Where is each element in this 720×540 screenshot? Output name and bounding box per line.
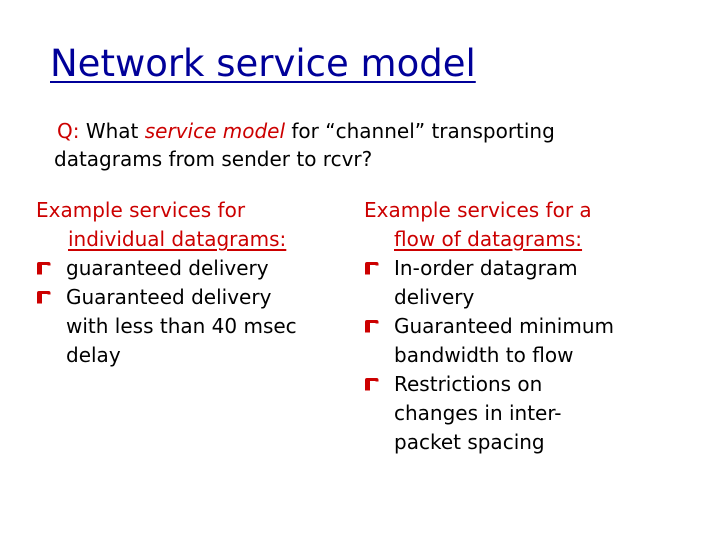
right-column <box>364 196 664 457</box>
right-bullet-list <box>364 254 664 457</box>
right-heading-line-1: Example services for a <box>364 198 592 222</box>
left-item-1-line-1: guaranteed delivery <box>66 256 269 280</box>
left-heading-line-2: individual datagrams: <box>68 227 287 251</box>
left-column-heading <box>36 196 336 254</box>
r-bullet-icon <box>36 261 51 276</box>
right-item-3-line-1: Restrictions on <box>394 372 543 396</box>
left-bullet-list <box>36 254 336 370</box>
right-column-heading <box>364 196 664 254</box>
r-bullet-icon <box>364 377 379 392</box>
right-item-3-line-3: packet spacing <box>394 430 545 454</box>
question-line-2: datagrams from sender to rcvr? <box>54 147 373 171</box>
right-heading-line-2: flow of datagrams: <box>394 227 583 251</box>
question-text <box>54 117 694 173</box>
left-column <box>36 196 336 370</box>
right-item-2-line-2: bandwidth to flow <box>394 343 574 367</box>
left-heading-line-1: Example services for <box>36 198 246 222</box>
list-item <box>364 254 664 312</box>
r-bullet-icon <box>36 290 51 305</box>
question-emphasis: service model <box>144 119 286 143</box>
left-item-2-line-2: with less than 40 msec <box>66 314 297 338</box>
right-item-2-line-1: Guaranteed minimum <box>394 314 614 338</box>
list-item <box>36 254 336 283</box>
left-item-2-line-3: delay <box>66 343 121 367</box>
list-item <box>364 312 664 370</box>
question-text-b: for “channel” transporting <box>285 119 555 143</box>
right-item-1-line-1: In-order datagram <box>394 256 578 280</box>
question-line-1 <box>54 117 694 145</box>
right-item-3-line-2: changes in inter- <box>394 401 562 425</box>
slide-title: Network service model <box>50 42 476 85</box>
list-item <box>364 370 664 457</box>
left-item-2-line-1: Guaranteed delivery <box>66 285 272 309</box>
question-prefix: Q: <box>57 119 80 143</box>
question-text-a: What <box>79 119 145 143</box>
list-item <box>36 283 336 370</box>
right-item-1-line-2: delivery <box>394 285 475 309</box>
r-bullet-icon <box>364 319 379 334</box>
r-bullet-icon <box>364 261 379 276</box>
